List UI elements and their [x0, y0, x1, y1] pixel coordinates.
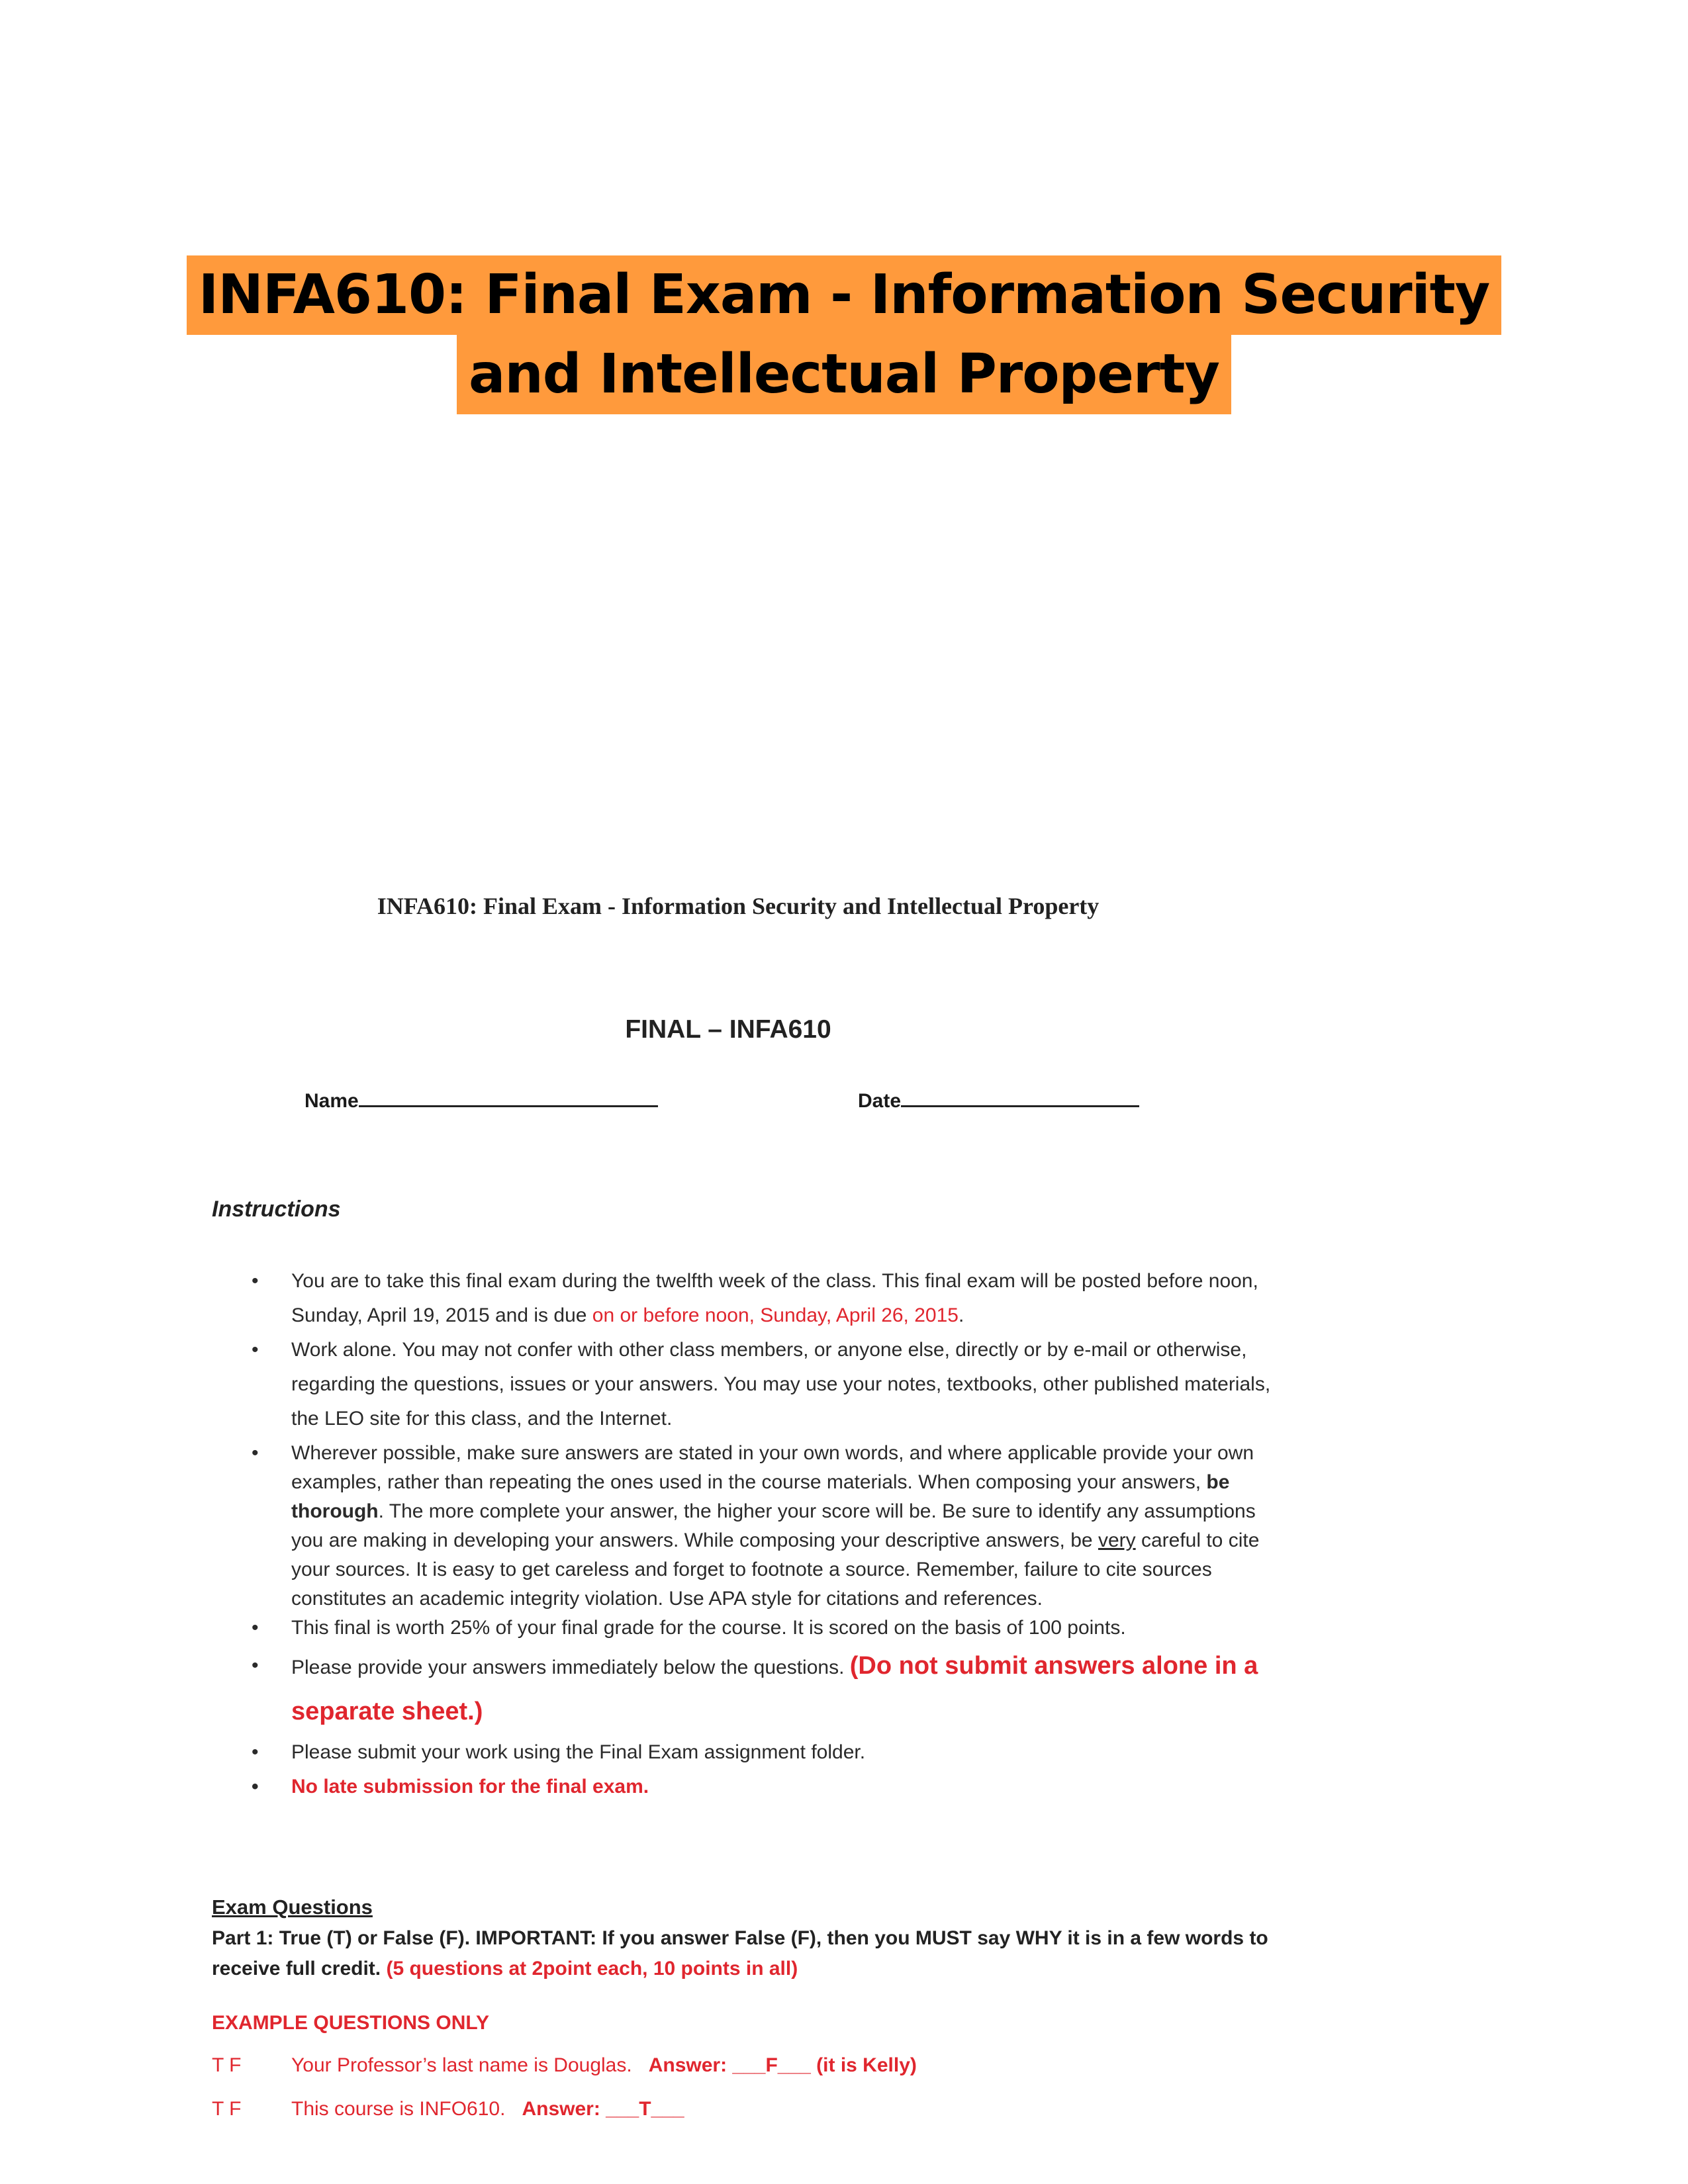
example-questions-heading: EXAMPLE QUESTIONS ONLY: [212, 2012, 489, 2034]
instruction-item-2: • Work alone. You may not confer with other class members, or anyone else, directly or by e-mail or otherwise, regarding the questions, issues or your answers. You may use your notes, textbooks, other published materials, the LEO site for this class, and the Internet.: [252, 1333, 1271, 1436]
bullet-icon: •: [252, 1741, 259, 1763]
instructions-heading: Instructions: [212, 1197, 341, 1222]
exam-questions-heading: Exam Questions: [212, 1895, 373, 1919]
instructions-list: [252, 1264, 1271, 1804]
bullet-icon: •: [252, 1339, 259, 1361]
instruction-item-3: • Wherever possible, make sure answers are stated in your own words, and where applicable provide your own examples, rather than repeating the ones used in the course materials. When composing your answers, be thorough. The more complete your answer, the higher your score will be. Be sure to identify any assumptions you are making in developing your answers. While composing your descriptive answers, be very careful to cite your sources. It is easy to get careless and forget to footnote a source. Remember, failure to cite sources constitutes an academic integrity violation. Use APA style for citations and references.: [252, 1439, 1271, 1614]
bullet-icon: •: [252, 1270, 259, 1292]
example-question-row: T F Your Professor’s last name is Douglas. Answer: ___F___ (it is Kelly): [212, 2054, 917, 2076]
bullet-icon: •: [252, 1617, 259, 1639]
instruction-item-7: • No late submission for the final exam.: [252, 1770, 1271, 1804]
name-blank-line: [359, 1085, 658, 1107]
bullet-icon: •: [252, 1442, 259, 1464]
document-title: FINAL – INFA610: [625, 1015, 831, 1044]
date-label: Date: [858, 1090, 902, 1112]
instruction-item-6: • Please submit your work using the Final Exam assignment folder.: [252, 1735, 1271, 1770]
instruction-item-4: • This final is worth 25% of your final grade for the course. It is scored on the basis of 100 points.: [252, 1614, 1271, 1643]
bullet-icon: •: [252, 1776, 259, 1797]
part1-instructions: Part 1: True (T) or False (F). IMPORTANT: If you answer False (F), then you MUST say WHY it is in a few words to receive full credit. (5 questions at 2point each, 10 points in all): [212, 1927, 1268, 1979]
banner-title-line-1: INFA610: Final Exam - Information Security: [187, 255, 1502, 335]
document-header: INFA610: Final Exam - Information Security and Intellectual Property: [377, 893, 1100, 919]
bullet-icon: •: [252, 1655, 259, 1676]
instruction-item-5: • Please provide your answers immediately below the questions. (Do not submit answers alone in a separate sheet.): [252, 1644, 1271, 1735]
banner-title-line-2: and Intellectual Property: [457, 335, 1231, 414]
name-field: [305, 1085, 658, 1113]
example-question-row: T F This course is INFO610. Answer: ___T___: [212, 2098, 684, 2120]
date-field: [858, 1085, 1139, 1113]
instruction-item-1: • You are to take this final exam during the twelfth week of the class. This final exam will be posted before noon, Sunday, April 19, 2015 and is due on or before noon, Sunday, April 26, 2015.: [252, 1264, 1271, 1333]
date-blank-line: [901, 1085, 1139, 1107]
name-label: Name: [305, 1090, 359, 1112]
